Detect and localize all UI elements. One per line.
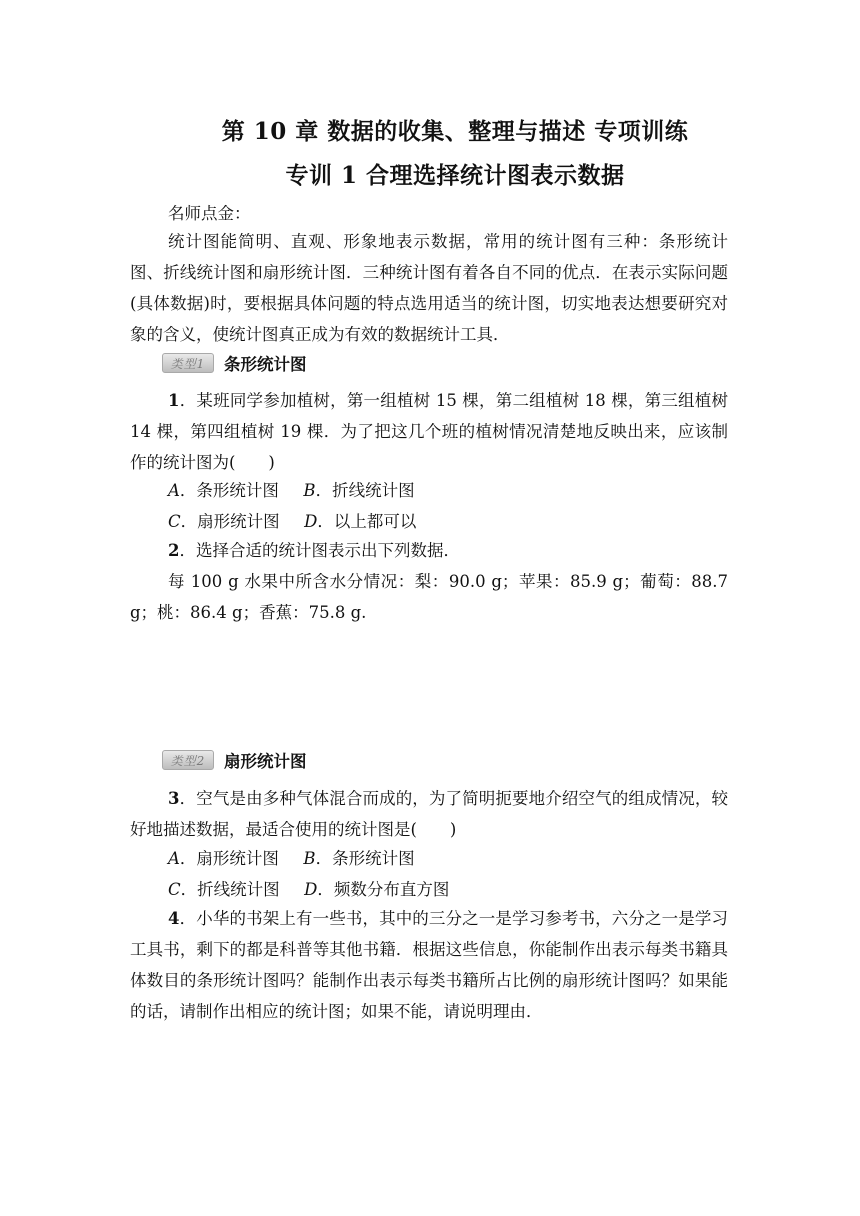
question-3-options-ab xyxy=(168,845,415,869)
option-a-letter: A xyxy=(168,849,180,868)
question-1-text: ．某班同学参加植树，第一组植树 15 棵，第二组植树 18 棵，第三组植树 14 棵，第四组植树 19 棵．为了把这几个班的植树情况清楚地反映出来，应该制作的统计图为( ) xyxy=(130,391,728,472)
question-2-number: 2 xyxy=(168,541,180,560)
question-3 xyxy=(130,783,728,845)
question-2-data: 每 100 g 水果中所含水分情况：梨：90.0 g；苹果：85.9 g；葡萄：88.7 g；桃：86.4 g；香蕉：75.8 g. xyxy=(130,572,728,622)
question-3-text: ．空气是由多种气体混合而成的，为了简明扼要地介绍空气的组成情况，较好地描述数据，最适合使用的统计图是( ) xyxy=(130,789,728,839)
option-d: ．频数分布直方图 xyxy=(317,880,450,899)
option-a: ．条形统计图 xyxy=(179,481,279,500)
option-c-letter: C xyxy=(168,880,181,899)
option-b-letter: B xyxy=(303,849,316,868)
question-1-options-cd xyxy=(168,508,416,532)
question-2 xyxy=(130,535,728,566)
question-3-number: 3 xyxy=(168,789,180,808)
topic-title: 专训 1 合理选择统计图表示数据 xyxy=(285,162,625,189)
option-c-letter: C xyxy=(168,512,181,531)
question-4 xyxy=(130,903,728,1027)
option-c: ．扇形统计图 xyxy=(180,512,280,531)
tips-label: 名师点金： xyxy=(168,204,251,223)
option-c: ．折线统计图 xyxy=(180,880,280,899)
question-1 xyxy=(130,385,728,478)
option-d: ．以上都可以 xyxy=(317,512,417,531)
section-type2 xyxy=(162,749,307,771)
section-type1 xyxy=(162,352,307,374)
option-d-letter: D xyxy=(304,880,318,899)
chapter-title: 第 10 章 数据的收集、整理与描述 专项训练 xyxy=(221,118,689,145)
type1-title: 条形统计图 xyxy=(224,355,307,374)
type2-title: 扇形统计图 xyxy=(224,752,307,771)
option-b-letter: B xyxy=(303,481,316,500)
question-2-text: ．选择合适的统计图表示出下列数据． xyxy=(179,541,460,560)
question-1-options-ab xyxy=(168,477,415,501)
type1-badge: 类型1 xyxy=(162,353,214,373)
question-3-options-cd xyxy=(168,876,449,900)
type2-badge: 类型2 xyxy=(162,750,214,770)
question-1-number: 1 xyxy=(168,391,180,410)
option-b: ．条形统计图 xyxy=(315,849,415,868)
question-4-text: ．小华的书架上有一些书，其中的三分之一是学习参考书，六分之一是学习工具书，剩下的都是科普等其他书籍．根据这些信息，你能制作出表示每类书籍具体数目的条形统计图吗？能制作出表示每类书籍所占比例的扇形统计图吗？如果能的话，请制作出相应的统计图；如果不能，请说明理由． xyxy=(130,909,728,1021)
option-b: ．折线统计图 xyxy=(315,481,415,500)
option-d-letter: D xyxy=(304,512,318,531)
option-a: ．扇形统计图 xyxy=(179,849,279,868)
tips-text: 统计图能简明、直观、形象地表示数据，常用的统计图有三种：条形统计图、折线统计图和扇形统计图．三种统计图有着各自不同的优点．在表示实际问题(具体数据)时，要根据具体问题的特点选用适当的统计图，切实地表达想要研究对象的含义，使统计图真正成为有效的数据统计工具． xyxy=(130,232,728,344)
option-a-letter: A xyxy=(168,481,180,500)
question-4-number: 4 xyxy=(168,909,180,928)
